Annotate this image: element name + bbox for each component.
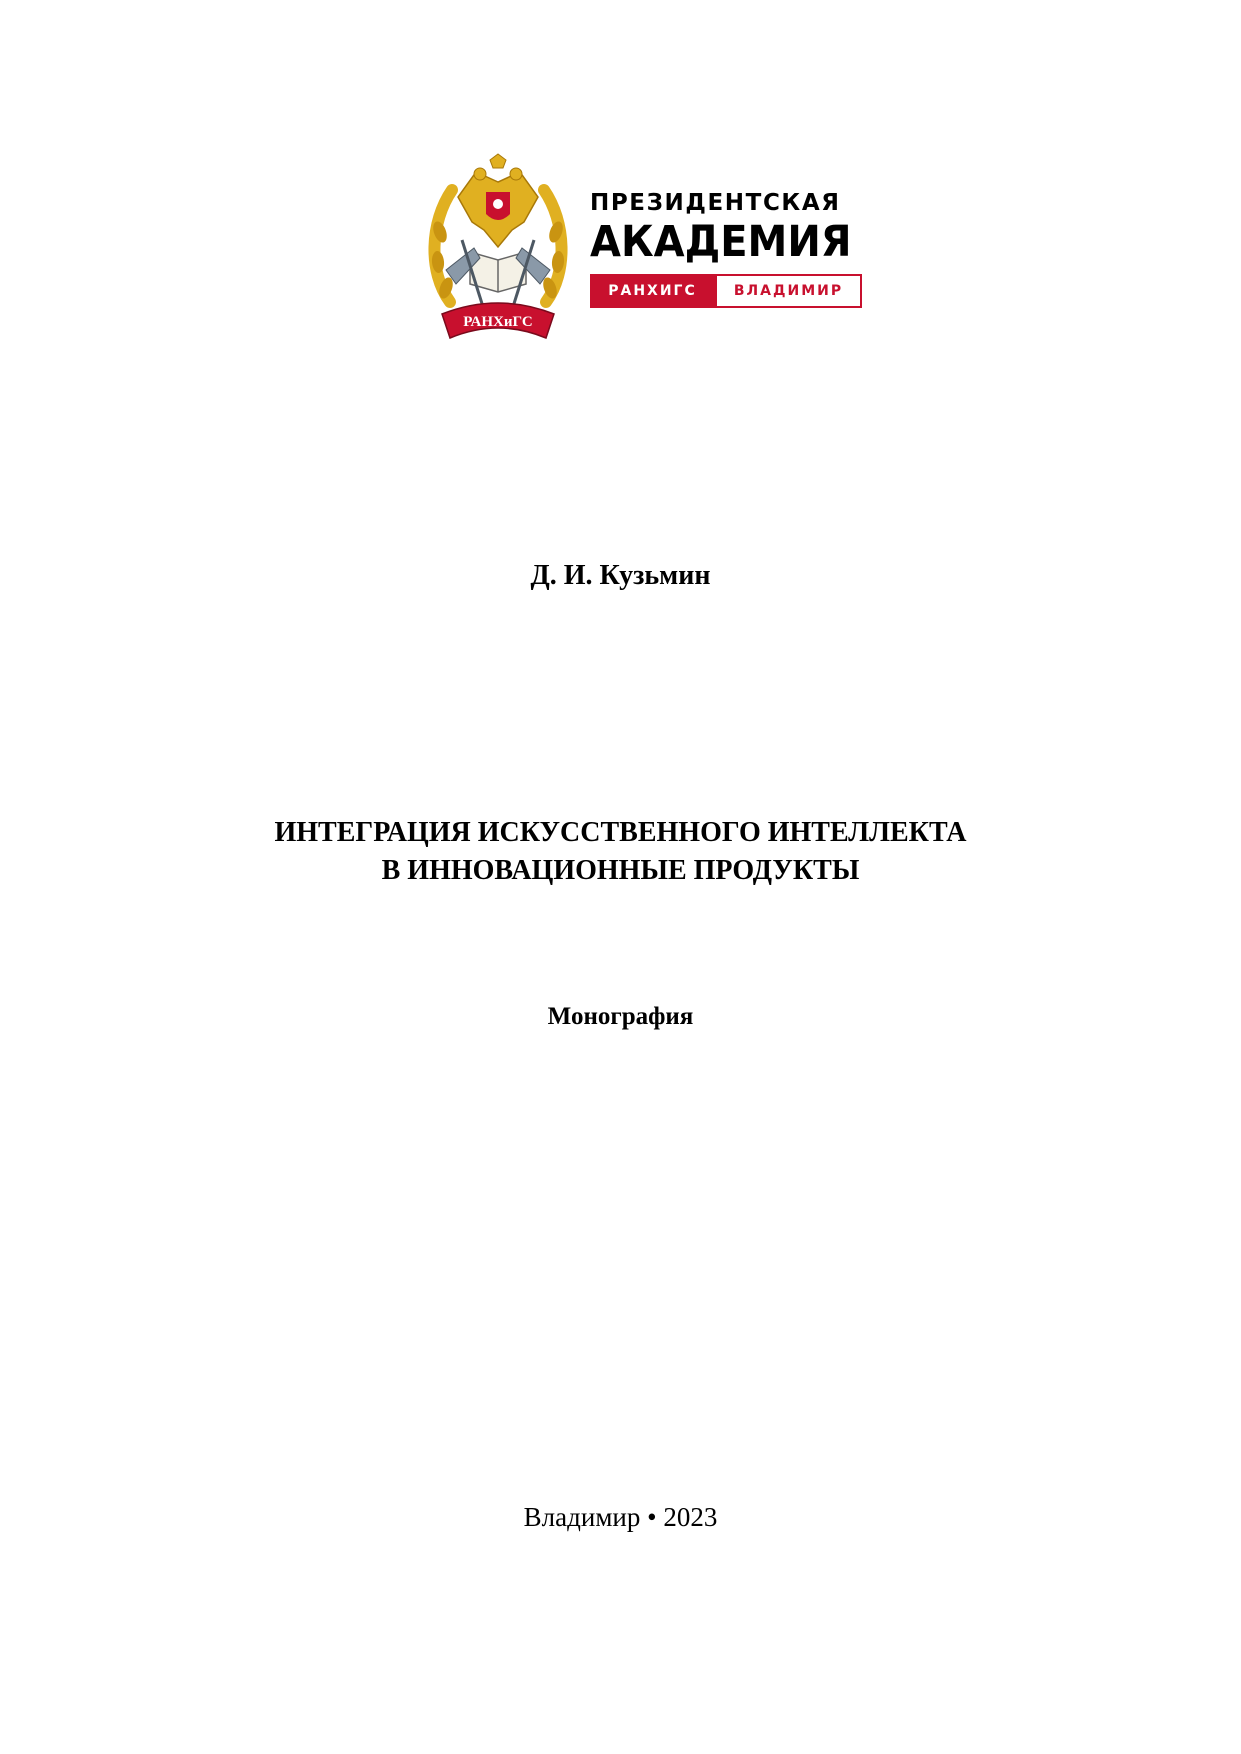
brand-badges — [590, 274, 868, 308]
title-line-2: В ИННОВАЦИОННЫЕ ПРОДУКТЫ — [381, 855, 860, 886]
emblem-ribbon-text: РАНХиГС — [463, 314, 533, 330]
author-name: Д. И. Кузьмин — [530, 560, 711, 591]
publication-type: Монография — [547, 1003, 694, 1030]
brand-line-2: АКАДЕМИЯ — [590, 217, 852, 267]
place-year: Владимир • 2023 — [523, 1502, 718, 1532]
logo — [428, 152, 868, 352]
emblem-icon — [428, 152, 568, 352]
title-line-1: ИНТЕГРАЦИЯ ИСКУССТВЕННОГО ИНТЕЛЛЕКТА — [274, 817, 967, 848]
badge-city: ВЛАДИМИР — [715, 274, 862, 308]
brand-line-1: ПРЕЗИДЕНТСКАЯ — [590, 190, 841, 216]
book-title — [0, 814, 1241, 890]
brand-block — [590, 190, 868, 308]
badge-ranepa: РАНХИГС — [590, 274, 715, 308]
